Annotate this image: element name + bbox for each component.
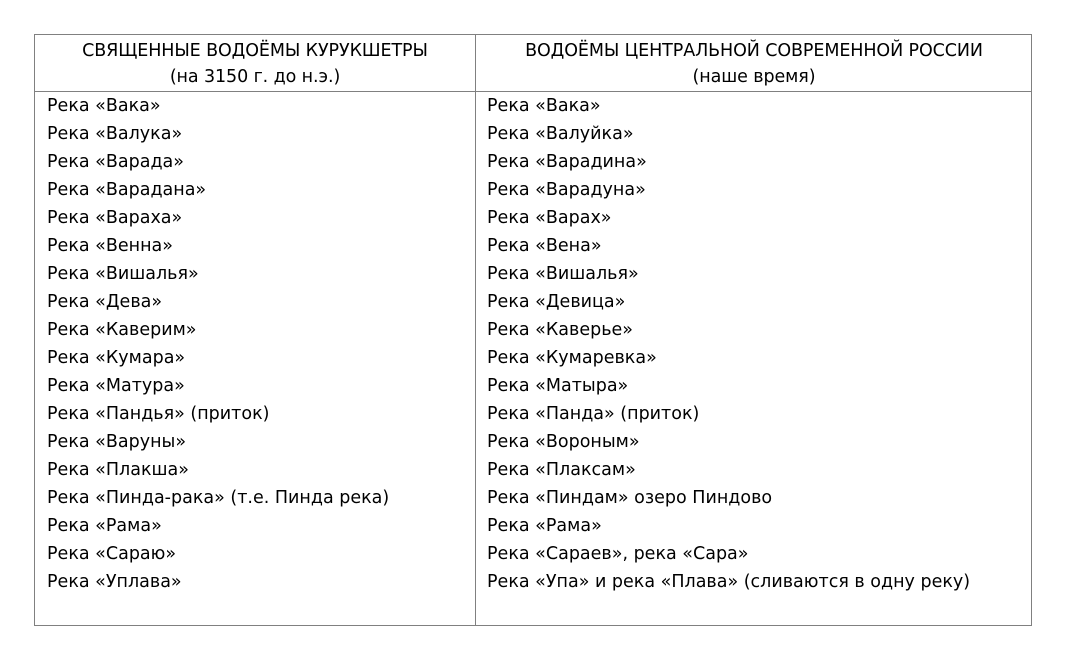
list-item: Река «Дева»: [47, 292, 163, 312]
comparison-table: [34, 34, 1032, 626]
list-item: Река «Кумаревка»: [487, 348, 657, 368]
list-item: Река «Пандья» (приток): [47, 404, 270, 424]
list-item: Река «Валуйка»: [487, 124, 634, 144]
list-item: Река «Матура»: [47, 376, 185, 396]
right-header-subtitle: (наше время): [692, 67, 816, 87]
list-item: Река «Вишалья»: [47, 264, 199, 284]
list-item: Река «Девица»: [487, 292, 626, 312]
list-item: Река «Плаксам»: [487, 460, 636, 480]
list-item: Река «Вараха»: [47, 208, 183, 228]
list-item: Река «Упа» и река «Плава» (сливаются в одну реку): [487, 572, 971, 592]
list-item: Река «Варах»: [487, 208, 612, 228]
left-header-subtitle: (на 3150 г. до н.э.): [169, 67, 341, 87]
russia-water-list: [487, 92, 970, 596]
list-item: Река «Рама»: [487, 516, 602, 536]
list-item: Река «Вака»: [487, 96, 601, 116]
list-item: Река «Уплава»: [47, 572, 182, 592]
list-item: Река «Вена»: [487, 236, 602, 256]
right-header-title: ВОДОЁМЫ ЦЕНТРАЛЬНОЙ СОВРЕМЕННОЙ РОССИИ: [525, 41, 983, 61]
list-item: Река «Варадуна»: [487, 180, 646, 200]
list-item: Река «Кумара»: [47, 348, 186, 368]
list-item: Река «Сараю»: [47, 544, 177, 564]
list-item: Река «Пиндам» озеро Пиндово: [487, 488, 773, 508]
list-item: Река «Варадина»: [487, 152, 647, 172]
list-item: Река «Варада»: [47, 152, 184, 172]
list-item: Река «Каверье»: [487, 320, 634, 340]
list-item: Река «Сараев», река «Сара»: [487, 544, 749, 564]
list-item: Река «Каверим»: [47, 320, 197, 340]
list-item: Река «Варуны»: [47, 432, 187, 452]
list-item: Река «Вака»: [47, 96, 161, 116]
list-item: Река «Рама»: [47, 516, 162, 536]
list-item: Река «Венна»: [47, 236, 173, 256]
list-item: Река «Плакша»: [47, 460, 189, 480]
kurukshetra-water-list: [47, 92, 389, 596]
list-item: Река «Вишалья»: [487, 264, 639, 284]
list-item: Река «Валука»: [47, 124, 183, 144]
list-item: Река «Пинда-рака» (т.е. Пинда река): [47, 488, 390, 508]
column-divider: [475, 35, 476, 625]
list-item: Река «Вороным»: [487, 432, 640, 452]
right-column-header: [476, 38, 1032, 91]
list-item: Река «Матыра»: [487, 376, 629, 396]
left-header-title: СВЯЩЕННЫЕ ВОДОЁМЫ КУРУКШЕТРЫ: [82, 41, 428, 61]
list-item: Река «Варадана»: [47, 180, 207, 200]
left-column-header: [35, 38, 475, 91]
list-item: Река «Панда» (приток): [487, 404, 700, 424]
